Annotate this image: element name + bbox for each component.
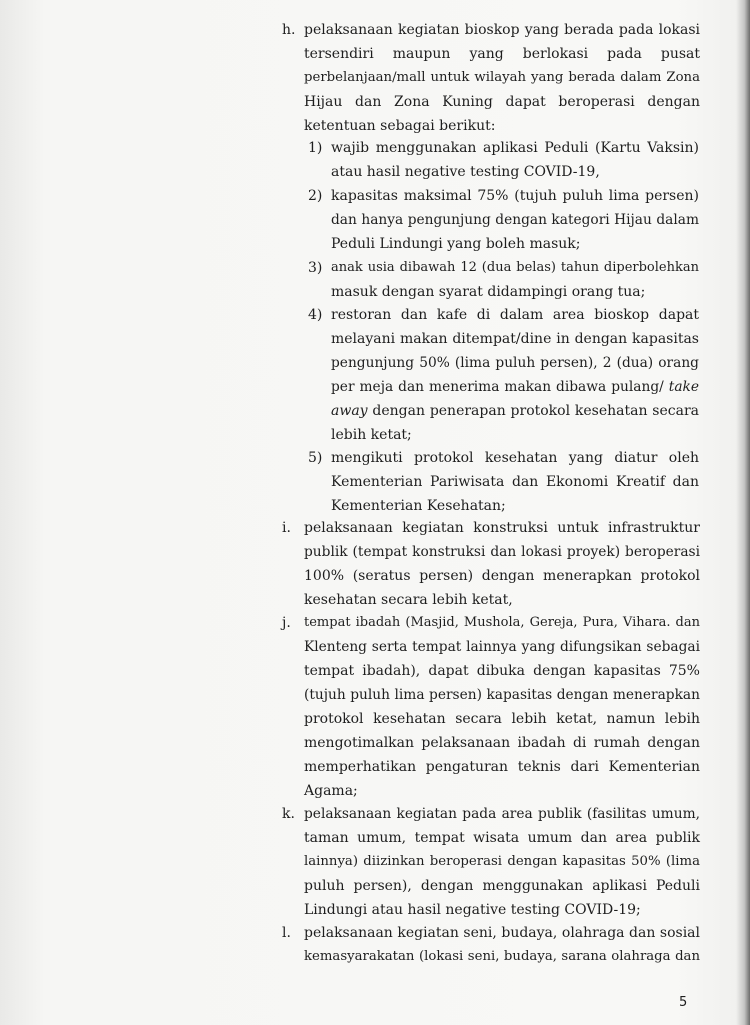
text-line: Peduli Lindungi yang boleh masuk; (331, 236, 581, 252)
text-line: Klenteng serta tempat lainnya yang difungsikan sebagai (304, 639, 700, 655)
list-marker: k. (282, 806, 295, 822)
text-line: Kementerian Kesehatan; (331, 498, 506, 514)
text-line: Agama; (304, 783, 358, 799)
text-line: masuk dengan syarat didampingi orang tua; (331, 284, 646, 300)
text-line: perbelanjaan/mall untuk wilayah yang berada dalam Zona (304, 70, 700, 85)
text-line: publik (tempat konstruksi dan lokasi proyek) beroperasi (304, 544, 700, 560)
sub-marker: 4) (308, 307, 323, 323)
text-line: wajib menggunakan aplikasi Peduli (Kartu Vaksin) (331, 140, 699, 156)
text-line: memperhatikan pengaturan teknis dari Kementerian (304, 759, 700, 775)
text-line: ketentuan sebagai berikut: (304, 118, 496, 134)
list-item-k (282, 802, 702, 922)
text-line: melayani makan ditempat/dine in dengan kapasitas (331, 331, 699, 347)
text-line: taman umum, tempat wisata umum dan area publik (304, 830, 700, 846)
text-line: puluh persen), dengan menggunakan aplikasi Peduli (304, 878, 700, 894)
text-line: (tujuh puluh lima persen) kapasitas dengan menerapkan (304, 687, 700, 703)
text-line: kapasitas maksimal 75% (tujuh puluh lima persen) (331, 188, 699, 204)
text-line: restoran dan kafe di dalam area bioskop dapat (331, 307, 699, 323)
sub-marker: 5) (308, 450, 323, 466)
sub-item-3 (308, 256, 700, 304)
list-marker: i. (282, 520, 291, 536)
sub-item-1 (308, 136, 700, 184)
list-item-j (282, 611, 702, 803)
text-line: pelaksanaan kegiatan pada area publik (fasilitas umum, (304, 806, 700, 822)
text-line: Kementerian Pariwisata dan Ekonomi Kreatif dan (331, 474, 699, 490)
sub-marker: 2) (308, 188, 323, 204)
text-line: lainnya) diizinkan beroperasi dengan kapasitas 50% (lima (304, 854, 700, 869)
sub-marker: 1) (308, 140, 323, 156)
text-line: atau hasil negative testing COVID-19, (331, 164, 600, 180)
text-line: pengunjung 50% (lima puluh persen), 2 (dua) orang (331, 355, 699, 371)
text-line: mengikuti protokol kesehatan yang diatur oleh (331, 450, 699, 466)
list-item-i (282, 516, 702, 612)
list-marker: h. (282, 22, 296, 38)
sub-marker: 3) (308, 260, 323, 276)
text-line: tempat ibadah), dapat dibuka dengan kapasitas 75% (304, 663, 700, 679)
text-line: protokol kesehatan secara lebih ketat, namun lebih (304, 711, 700, 727)
text-line: Hijau dan Zona Kuning dapat beroperasi dengan (304, 94, 700, 110)
list-marker: j. (282, 615, 291, 631)
text-line: pelaksanaan kegiatan seni, budaya, olahraga dan sosial (304, 925, 700, 941)
page-edge-shadow (736, 0, 750, 1025)
text-line: 100% (seratus persen) dengan menerapkan protokol (304, 568, 700, 584)
text-line: Lindungi atau hasil negative testing COVID-19; (304, 902, 641, 918)
text-line: tersendiri maupun yang berlokasi pada pusat (304, 46, 700, 62)
list-item-l (282, 921, 702, 969)
sub-item-2 (308, 184, 700, 256)
text-line: dan hanya pengunjung dengan kategori Hijau dalam (331, 212, 699, 228)
text-line: per meja dan menerima makan dibawa pulang/ take (331, 379, 699, 395)
text-line: mengotimalkan pelaksanaan ibadah di rumah dengan (304, 735, 700, 751)
text-line: lebih ketat; (331, 427, 412, 443)
text-line: anak usia dibawah 12 (dua belas) tahun diperbolehkan (331, 260, 699, 275)
text-line: tempat ibadah (Masjid, Mushola, Gereja, Pura, Vihara. dan (304, 615, 700, 630)
page-number: 5 (679, 995, 688, 1010)
sub-item-4 (308, 303, 700, 447)
list-marker: l. (282, 925, 291, 941)
text-line: pelaksanaan kegiatan bioskop yang berada pada lokasi (304, 22, 700, 38)
list-item-h (282, 18, 702, 138)
text-line: kemasyarakatan (lokasi seni, budaya, sarana olahraga dan (304, 949, 700, 964)
text-line: away dengan penerapan protokol kesehatan secara (331, 403, 699, 419)
text-line: kesehatan secara lebih ketat, (304, 592, 513, 608)
sub-item-5 (308, 446, 700, 518)
text-line: pelaksanaan kegiatan konstruksi untuk infrastruktur (304, 520, 700, 536)
